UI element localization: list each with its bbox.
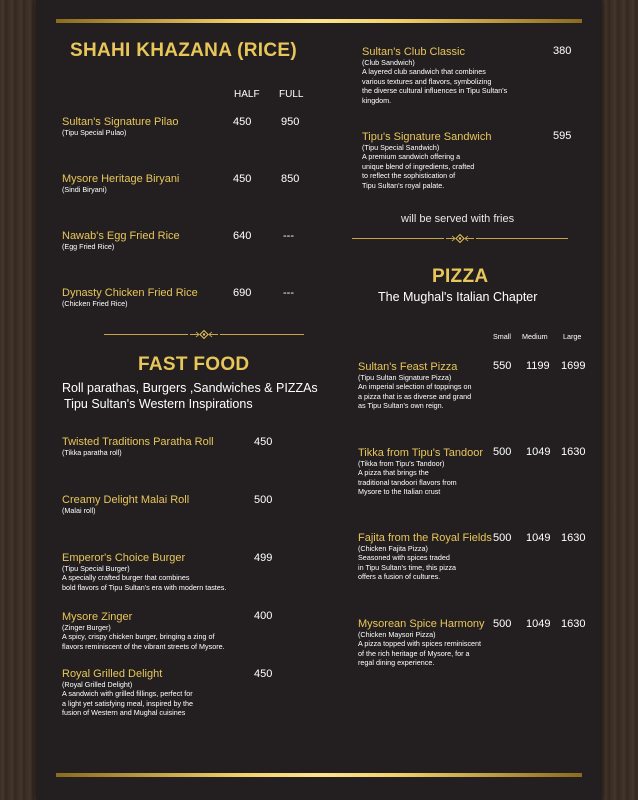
ornament-divider (104, 330, 304, 339)
ornament-divider (352, 234, 568, 243)
item-price: 595 (553, 130, 572, 142)
price-small: 500 (493, 618, 512, 630)
top-gold-border (56, 19, 582, 23)
item-description: Tipu Sultan's royal palate. (362, 180, 445, 190)
item-subtitle: (Club Sandwich) (362, 58, 415, 67)
item-name: Nawab's Egg Fried Rice (62, 230, 180, 242)
item-price: 500 (254, 494, 273, 506)
pizza-col-medium: Medium (522, 332, 548, 341)
fastfood-subtitle-1: Roll parathas, Burgers ,Sandwiches & PIZZAs (62, 381, 318, 395)
item-description: A pizza that brings the (358, 468, 429, 477)
pizza-item (358, 447, 483, 497)
rice-item (62, 230, 180, 251)
item-price: 400 (254, 610, 273, 622)
item-description: A sandwich with grilled fillings, perfect for (62, 689, 193, 698)
item-description: Seasoned with spices traded (358, 553, 450, 562)
item-price: 499 (254, 552, 273, 564)
price-half: 690 (233, 287, 252, 299)
fries-note: will be served with fries (401, 213, 515, 225)
price-full: 950 (281, 116, 300, 128)
bottom-gold-border (56, 773, 582, 777)
price-large: 1630 (561, 532, 586, 544)
item-subtitle: (Sindi Biryani) (62, 185, 107, 194)
item-price: 450 (254, 668, 273, 680)
item-description: as Tipu Sultan's own reign. (358, 401, 444, 411)
item-description: A spicy, crispy chicken burger, bringing a zing of (62, 632, 215, 641)
item-description: unique blend of ingredients, crafted (362, 161, 475, 171)
price-small: 550 (493, 360, 512, 372)
price-full: --- (283, 287, 294, 299)
item-subtitle: (Chicken Fried Rice) (62, 299, 128, 308)
price-half: 450 (233, 173, 252, 185)
price-full: 850 (281, 173, 300, 185)
item-name: Royal Grilled Delight (62, 668, 163, 680)
fastfood-subtitle-2: Tipu Sultan's Western Inspirations (64, 397, 253, 411)
fastfood-item (62, 552, 226, 592)
fastfood-item (62, 436, 214, 457)
item-description: the diverse cultural influences in Tipu Sultan's (362, 86, 508, 96)
item-name: Sultan's Feast Pizza (358, 361, 458, 373)
item-description: to reflect the sophistication of (362, 171, 456, 181)
item-description: of the rich heritage of Mysore, for a (358, 648, 470, 658)
item-description: traditional tandoori flavors from (358, 477, 457, 487)
item-description: various textures and flavors, symbolizing (362, 76, 492, 86)
rice-item (62, 116, 178, 137)
item-description: fusion of Western and Mughal cuisines (62, 708, 186, 718)
item-name: Mysore Zinger (62, 611, 133, 623)
sandwich-item (362, 46, 507, 105)
fastfood-section-title: FAST FOOD (138, 354, 250, 375)
price-large: 1630 (561, 446, 586, 458)
item-subtitle: (Chicken Fajita Pizza) (358, 544, 428, 553)
pizza-item (358, 532, 492, 582)
price-medium: 1049 (526, 446, 551, 458)
price-full: --- (283, 230, 294, 242)
item-subtitle: (Egg Fried Rice) (62, 242, 115, 251)
price-half: 450 (233, 116, 252, 128)
item-name: Tikka from Tipu's Tandoor (358, 447, 483, 459)
price-large: 1630 (561, 618, 586, 630)
item-description: a pizza that is as diverse and grand (358, 391, 472, 401)
fastfood-item (62, 611, 225, 651)
item-subtitle: (Royal Grilled Delight) (62, 680, 133, 689)
fastfood-item (62, 494, 189, 515)
fastfood-item (62, 668, 193, 718)
item-subtitle: (Tipu Special Burger) (62, 564, 130, 573)
item-description: a light yet satisfying meal, inspired by the (62, 698, 194, 708)
item-description: Mysore to the Italian crust (358, 487, 441, 497)
item-name: Mysorean Spice Harmony (358, 618, 485, 630)
item-subtitle: (Tipu Special Sandwich) (362, 143, 440, 152)
price-half: 640 (233, 230, 252, 242)
sandwich-item (362, 131, 492, 190)
item-name: Emperor's Choice Burger (62, 552, 186, 564)
rice-section-title: SHAHI KHAZANA (RICE) (70, 40, 297, 61)
item-name: Tipu's Signature Sandwich (362, 131, 492, 143)
pizza-section-title: PIZZA (432, 266, 489, 287)
item-name: Fajita from the Royal Fields (358, 532, 492, 544)
rice-item (62, 287, 198, 308)
pizza-item (358, 361, 471, 411)
ornament-icon (190, 330, 218, 339)
rice-col-half: HALF (234, 89, 260, 100)
item-subtitle: (Chicken Maysori Pizza) (358, 630, 436, 639)
item-description: An imperial selection of toppings on (358, 382, 472, 391)
ornament-icon (446, 234, 474, 243)
price-medium: 1199 (526, 360, 550, 372)
rice-col-full: FULL (279, 89, 304, 100)
item-description: flavors reminiscent of the vibrant streets of Mysore. (62, 641, 225, 651)
pizza-col-large: Large (563, 332, 582, 341)
item-description: in Tipu Sultan's time, this pizza (358, 562, 457, 572)
price-small: 500 (493, 446, 512, 458)
rice-item (62, 173, 179, 194)
price-medium: 1049 (526, 618, 551, 630)
price-large: 1699 (561, 360, 586, 372)
item-name: Dynasty Chicken Fried Rice (62, 287, 198, 299)
item-description: bold flavors of Tipu Sultan's era with modern tastes. (62, 582, 227, 592)
item-name: Twisted Traditions Paratha Roll (62, 436, 214, 448)
item-name: Creamy Delight Malai Roll (62, 494, 190, 506)
price-small: 500 (493, 532, 512, 544)
price-medium: 1049 (526, 532, 551, 544)
item-name: Mysore Heritage Biryani (62, 173, 180, 185)
item-description: A layered club sandwich that combines (362, 67, 486, 76)
item-description: A premium sandwich offering a (362, 152, 461, 161)
item-description: kingdom. (362, 95, 392, 105)
item-subtitle: (Zinger Burger) (62, 623, 111, 632)
item-subtitle: (Tikka paratha roll) (62, 448, 122, 457)
pizza-col-small: Small (493, 332, 511, 341)
item-subtitle: (Tikka from Tipu's Tandoor) (358, 459, 445, 468)
item-description: offers a fusion of cultures. (358, 572, 441, 582)
item-subtitle: (Tipu Special Pulao) (62, 128, 127, 137)
pizza-item (358, 618, 485, 668)
item-description: regal dining experience. (358, 658, 435, 668)
item-subtitle: (Malai roll) (62, 506, 96, 515)
item-name: Sultan's Club Classic (362, 46, 465, 58)
item-subtitle: (Tipu Sultan Signature Pizza) (358, 373, 452, 382)
item-price: 450 (254, 436, 273, 448)
item-price: 380 (553, 45, 572, 57)
item-description: A specially crafted burger that combines (62, 573, 190, 582)
item-description: A pizza topped with spices reminiscent (358, 639, 482, 648)
item-name: Sultan's Signature Pilao (62, 116, 179, 128)
pizza-subtitle: The Mughal's Italian Chapter (378, 290, 538, 304)
